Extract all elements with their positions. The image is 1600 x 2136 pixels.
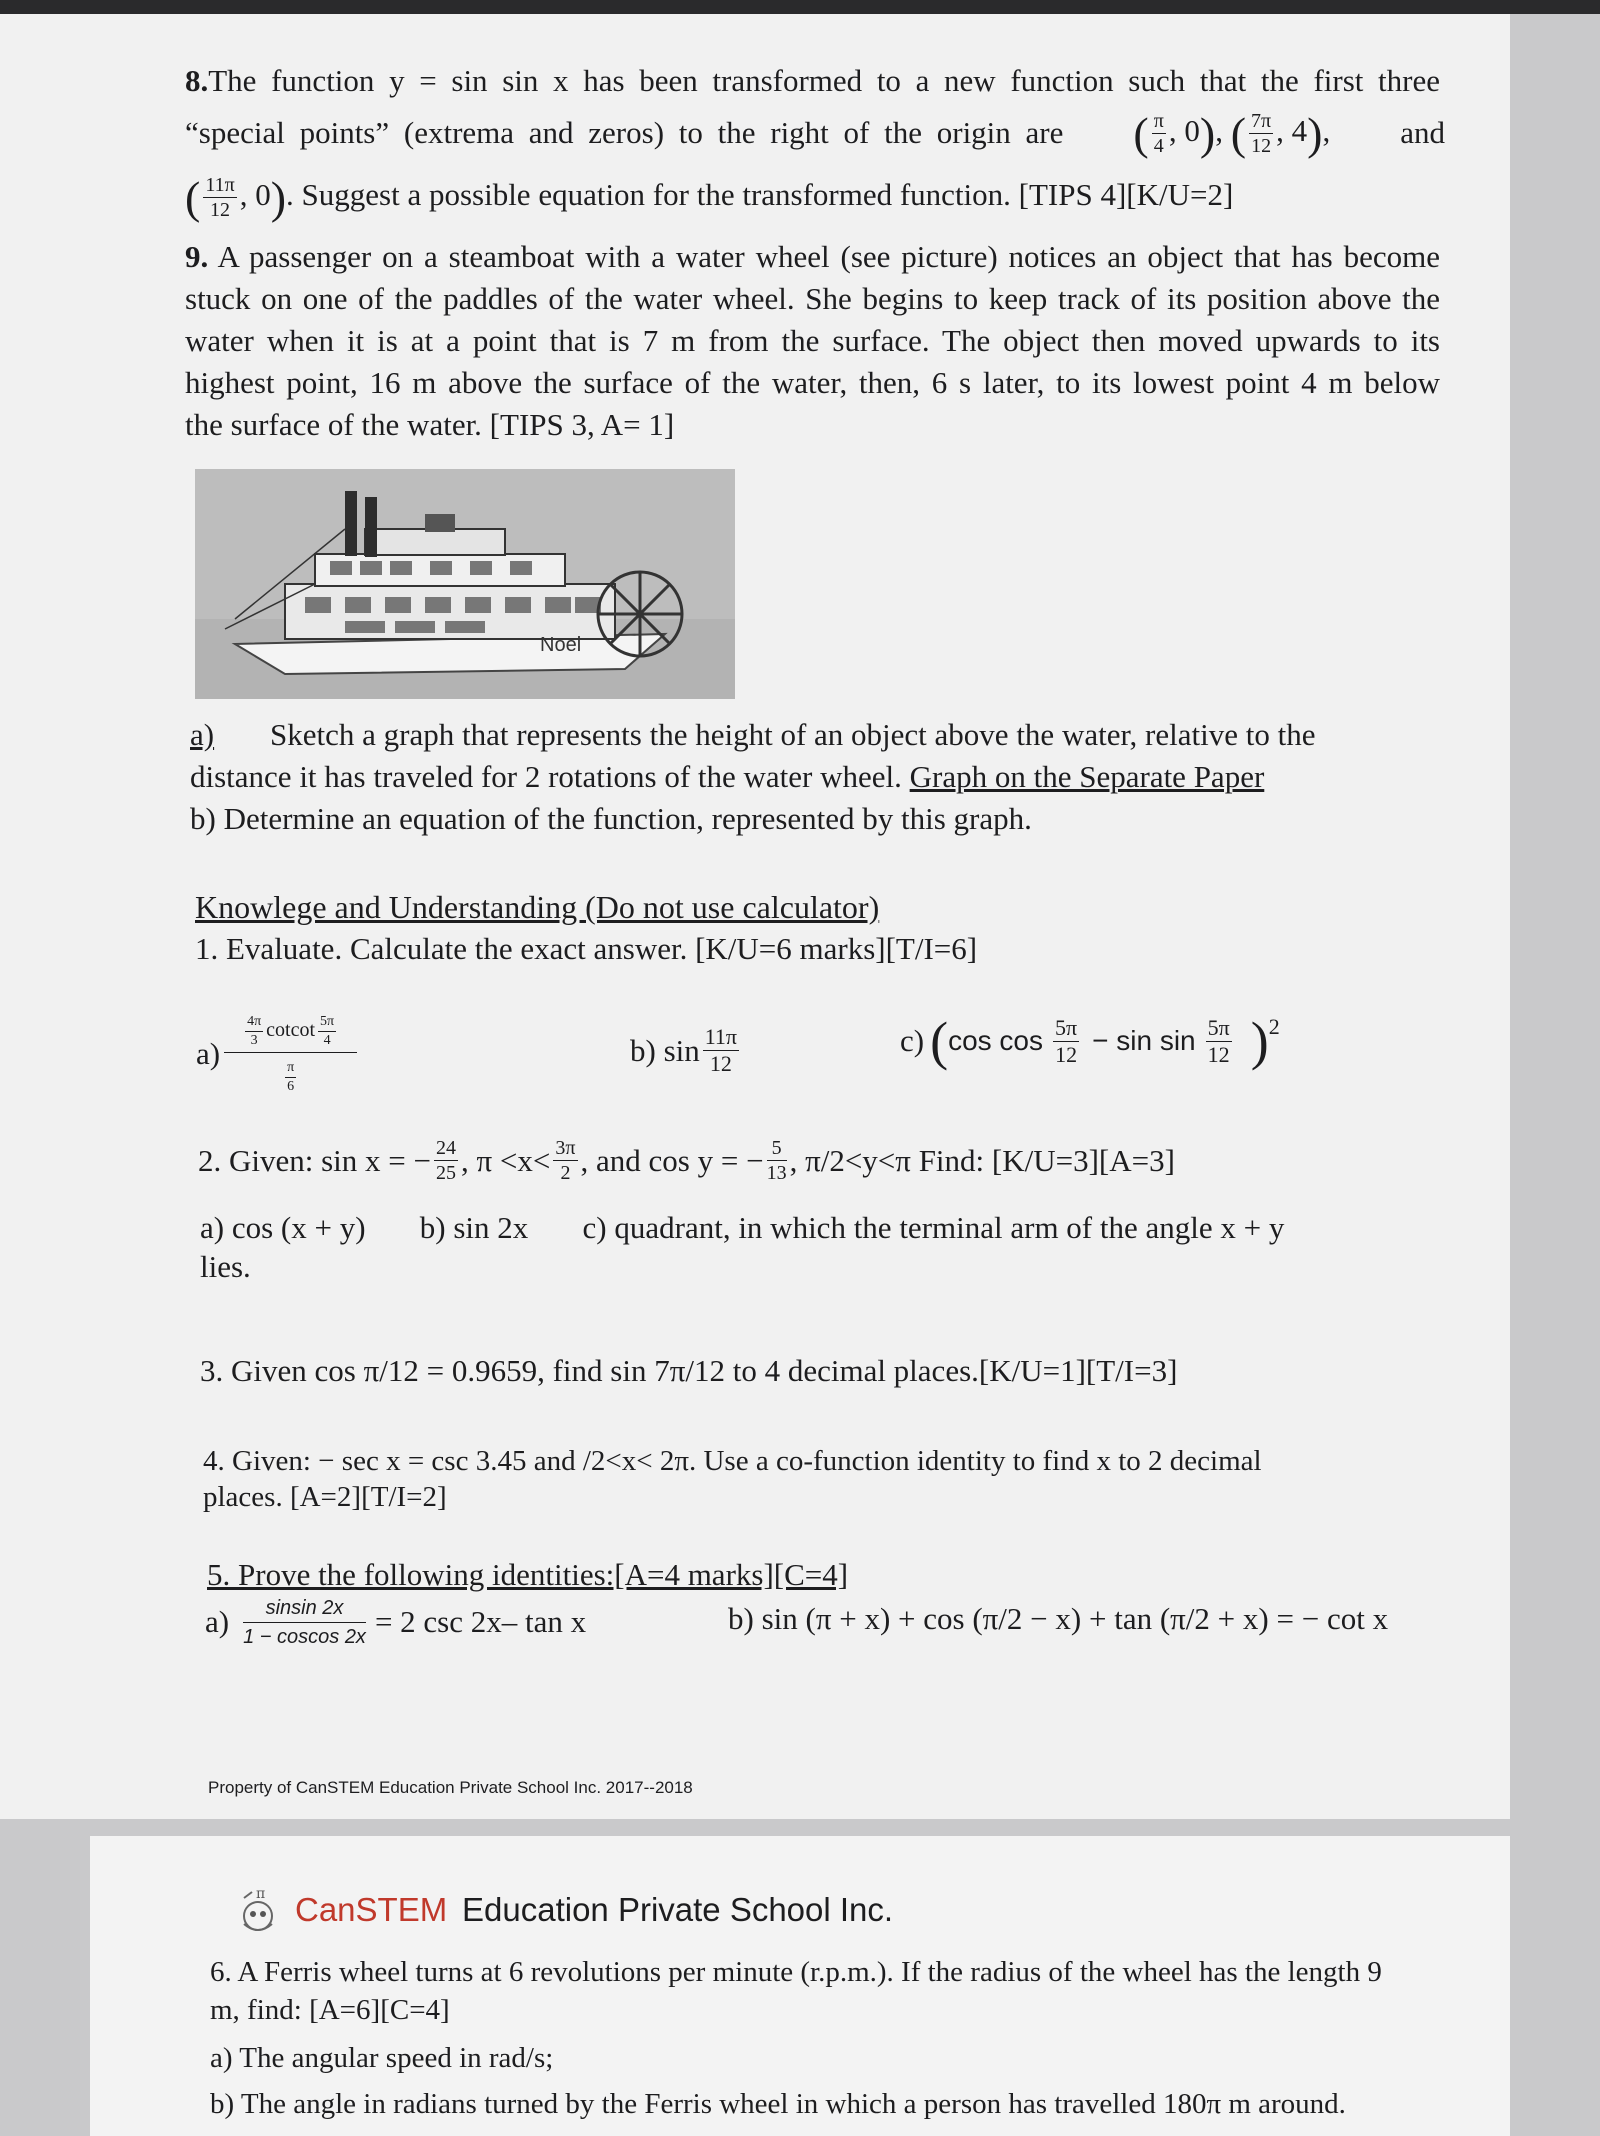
q2-den3: 13 <box>766 1162 787 1184</box>
steamboat-picture <box>195 469 735 699</box>
q2-num2: 3π <box>555 1137 576 1159</box>
ku-heading: Knowlege and Understanding (Do not use calculator) <box>195 889 880 925</box>
ku-q4-line2: places. [A=2][T/I=2] <box>203 1481 447 1513</box>
q9-line1 <box>185 236 1440 278</box>
q9-line5: the surface of the water. [TIPS 3, A= 1] <box>185 407 675 442</box>
q1c-num1: 5π <box>1055 1014 1078 1040</box>
q8-point2-den: 12 <box>1251 135 1272 158</box>
q9a-line1 <box>190 714 1440 756</box>
q8-point2-y: 4 <box>1291 113 1308 148</box>
ku-q3: 3. Given cos π/12 = 0.9659, find sin 7π/12 to 4 decimal places.[K/U=1][T/I=3] <box>200 1353 1178 1388</box>
q8-point1-y: 0 <box>1184 113 1200 148</box>
q1c-exponent: 2 <box>1268 1014 1280 1039</box>
ku-q1c: c) ( cos cos $\frac{5\pi}{12}$ − sin sin $\frac{5\pi}{12}$ ) 2 <box>900 1014 1280 1068</box>
window-top-bar <box>0 0 1600 14</box>
q8-point3-num: 11π <box>205 174 235 197</box>
q1a-label: a) <box>196 1036 221 1071</box>
q9a-text2: distance it has traveled for 2 rotations of the water wheel. <box>190 759 902 794</box>
q1b-num: 11π <box>704 1024 738 1049</box>
q1a-num-den: 3 <box>250 1032 258 1048</box>
q1c-den1: 12 <box>1055 1041 1078 1067</box>
q2-den2: 2 <box>560 1162 571 1184</box>
q1a-cot-num: 5π <box>318 1015 336 1032</box>
ku-q2-parts: a) cos (x + y) b) sin 2x c) quadrant, in which the terminal arm of the angle x + y <box>200 1210 1285 1245</box>
ku-q1b <box>630 1026 742 1075</box>
q8-line1 <box>185 60 1440 102</box>
footer-copyright: Property of CanSTEM Education Private School Inc. 2017--2018 <box>208 1778 693 1797</box>
q8-line3: ( $\frac{11\pi}{12}$ , 0). Suggest a possible equation for the transformed function. [TIPS 4][K/U=2] <box>185 171 1234 223</box>
q9a-separate-paper: Graph on the Separate Paper <box>909 759 1265 794</box>
q9-line2: stuck on one of the paddles of the water wheel. She begins to keep track of its position above the <box>185 281 1440 316</box>
q1c-cos: cos cos <box>948 1025 1044 1056</box>
q8-point1-num: π <box>1153 110 1164 133</box>
q6b: b) The angle in radians turned by the Ferris wheel in which a person has travelled 180π m around. <box>210 2088 1346 2120</box>
q2-num1: 24 <box>436 1137 457 1159</box>
q9-number: 9. <box>185 239 209 274</box>
q8-number: 8. <box>185 63 209 98</box>
q5a-denominator: 1 − coscos 2x <box>243 1625 366 1648</box>
q8-point2-num: 7π <box>1251 110 1272 133</box>
ku-q1: 1. Evaluate. Calculate the exact answer. [K/U=6 marks][T/I=6] <box>195 931 978 966</box>
q1a-num-num: 4π <box>245 1015 263 1032</box>
q6-line2: m, find: [A=6][C=4] <box>210 1994 450 2026</box>
q8-line2 <box>185 107 1445 159</box>
school-name: Education Private School Inc. <box>462 1891 894 1928</box>
q1c-minus-sin: − sin sin <box>1092 1025 1196 1056</box>
q6-line1: 6. A Ferris wheel turns at 6 revolutions per minute (r.p.m.). If the radius of the wheel has the length 9 <box>210 1956 1382 1988</box>
q2-range-x: , π <x< <box>461 1142 551 1178</box>
q8-point1: ( $\frac{\pi}{4}$ , 0), ( $\frac{7\pi}{12}$ , 4), <box>1133 107 1331 159</box>
q2-cos-y: , and cos y = − <box>580 1142 764 1178</box>
q9a-label: a) <box>190 717 215 752</box>
q5a-rhs: = 2 csc 2x– tan x <box>374 1604 587 1639</box>
q1c-num2: 5π <box>1207 1014 1230 1040</box>
q6a: a) The angular speed in rad/s; <box>210 2042 554 2074</box>
ku-q1a <box>196 1004 360 1104</box>
q8-text1: The function y = sin sin x has been transformed to a new function such that the first three <box>208 63 1440 98</box>
ku-q2 <box>198 1138 1175 1183</box>
ku-q4-line1: 4. Given: − sec x = csc 3.45 and /2<x< 2π. Use a co-function identity to find x to 2 decimal <box>203 1445 1262 1477</box>
q1a-cot-den: 4 <box>323 1032 331 1048</box>
q1a-fraction <box>224 1015 357 1094</box>
q5a-label: a) <box>205 1604 230 1639</box>
q5a-numerator: sinsin 2x <box>243 1598 366 1623</box>
q2-range-y: , π/2<y<π Find: [K/U=3][A=3] <box>789 1142 1175 1178</box>
brand-name: CanSTEM <box>295 1891 448 1928</box>
q8-point3-y: 0 <box>255 177 271 212</box>
q9-line3: water when it is at a point that is 7 m from the surface. The object then moved upwards to its <box>185 323 1440 358</box>
ku-q2-lies: lies. <box>200 1249 251 1284</box>
q1a-den-den: 6 <box>287 1078 295 1094</box>
q9a-line2 <box>190 756 1440 798</box>
q1a-cot: cotcot <box>266 1018 316 1041</box>
q1a-numerator <box>224 1015 357 1053</box>
q2-sin-x: 2. Given: sin x = − <box>198 1142 432 1178</box>
q1c-den2: 12 <box>1207 1041 1230 1067</box>
q8-point1-den: 4 <box>1153 135 1164 158</box>
worksheet-page-2 <box>90 1836 1510 2136</box>
q9b-line: b) Determine an equation of the function, represented by this graph. <box>190 801 1032 836</box>
boat-name-label: Noel <box>540 634 582 656</box>
q9-line4: highest point, 16 m above the surface of the water, then, 6 s later, to its lowest point 4 m below <box>185 365 1440 400</box>
q8-point3-den: 12 <box>210 199 230 222</box>
q9a-text: Sketch a graph that represents the height of an object above the water, relative to the <box>270 717 1316 752</box>
ku-q5a <box>205 1592 586 1652</box>
ku-q5b: b) sin (π + x) + cos (π/2 − x) + tan (π/2 + x) = − cot x <box>728 1601 1389 1636</box>
q2-num3: 5 <box>767 1138 787 1161</box>
worksheet-page <box>0 14 1510 1819</box>
q8-text2: “special points” (extrema and zeros) to the right of the origin are <box>185 115 1064 151</box>
q8-and: and <box>1400 115 1445 151</box>
q9-text1: A passenger on a steamboat with a water wheel (see picture) notices an object that has become <box>217 239 1440 274</box>
q1b-label: b) sin <box>630 1032 700 1068</box>
q8-text3: . Suggest a possible equation for the transformed function. [TIPS 4][K/U=2] <box>286 177 1234 212</box>
q1a-denominator <box>224 1053 357 1094</box>
q1b-den: 12 <box>709 1051 732 1076</box>
svg-text:π: π <box>256 1888 266 1902</box>
q1a-den-num: π <box>285 1061 296 1078</box>
canstem-logo-icon <box>236 1888 280 1936</box>
ku-q5: 5. Prove the following identities:[A=4 marks][C=4] <box>207 1557 849 1592</box>
q1c-label: c) <box>900 1023 925 1058</box>
q2-den1: 25 <box>436 1162 457 1184</box>
